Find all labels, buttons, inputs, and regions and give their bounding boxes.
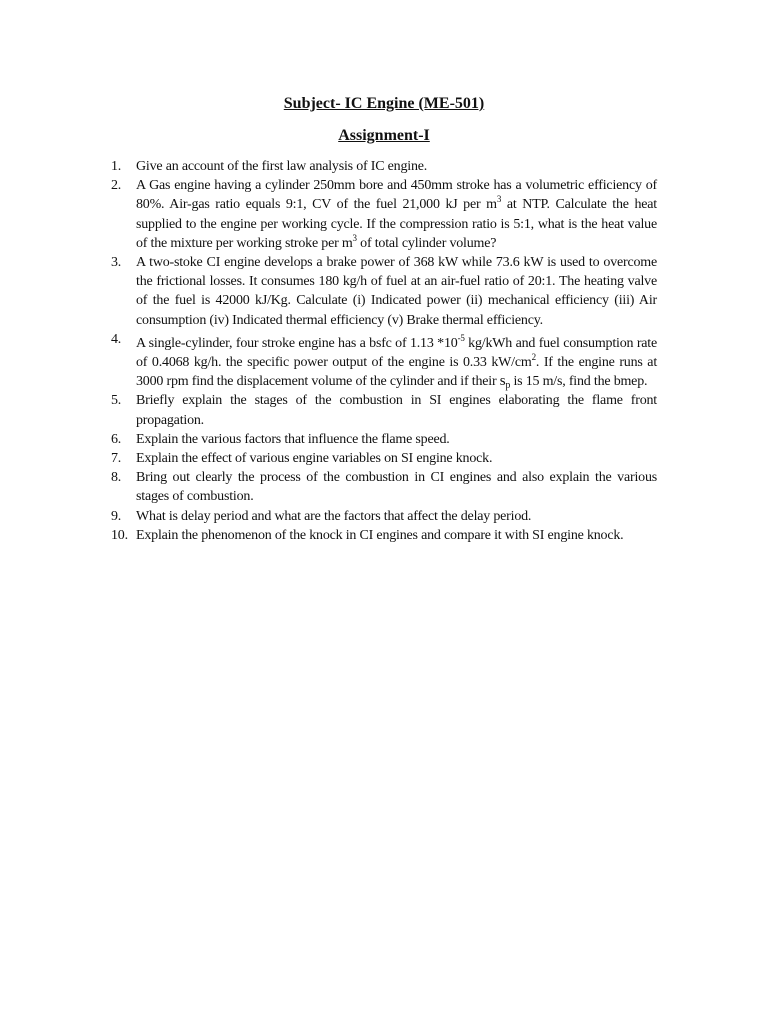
question-item [111,468,657,506]
question-number: 7. [111,451,122,467]
question-text: Bring out clearly the process of the combustion in CI engines and also explain the various stages of combustion. [136,470,657,505]
question-number: 9. [111,508,122,524]
question-text: Give an account of the first law analysis of IC engine. [136,159,428,174]
superscript: -5 [457,332,465,343]
question-number: 8. [111,470,122,486]
question-number: 6. [111,431,122,447]
question-number: 3. [111,255,122,271]
question-item [111,157,657,176]
question-text-segment: kg/kWh and fuel consumption rate of 0.4068 kg/h. the specific power output of the engine is 0.33 kW/cm [136,335,658,371]
question-item [111,526,657,545]
question-item [111,253,657,330]
subject-heading: Subject- IC Engine (ME-501) [283,95,485,112]
question-number: 5. [111,393,122,409]
question-text-segment: is 15 m/s, find the bmep. [510,374,648,390]
question-text-segment: of total cylinder volume? [356,235,497,251]
question-item [111,449,657,468]
question-number: 10. [111,527,128,543]
question-item [111,507,657,526]
superscript: 3 [352,232,357,243]
question-text-segment: at NTP. Calculate the heat supplied to the engine per working cycle. If the compression ratio is 5:1, what is the heat value of the mixture per working stroke per m [136,197,657,251]
question-text: Explain the various factors that influence the flame speed. [136,431,450,447]
question-text: What is delay period and what are the factors that affect the delay period. [136,508,532,524]
question-item [111,430,657,449]
assignment-heading: Assignment-I [338,127,430,144]
question-item [111,176,657,253]
question-item [111,330,657,392]
question-text: A two-stoke CI engine develops a brake power of 368 kW while 73.6 kW is used to overcome the frictional losses. It consumes 180 kg/h of fuel at an air-fuel ratio of 20:1. The heating valve of the fuel is 42000 kJ/Kg. Calculate (i) Indicated power (ii) mechanical efficiency (iii) Air consumption (iv) Indicated thermal efficiency (v) Brake thermal efficiency. [136,255,657,328]
superscript: 3 [496,194,502,205]
question-number: 2. [111,178,122,194]
question-text: Explain the phenomenon of the knock in CI engines and compare it with SI engine knock. [136,527,624,543]
question-number: 1. [111,159,122,174]
question-text: Explain the effect of various engine variables on SI engine knock. [136,451,493,467]
question-number: 4. [111,331,122,347]
question-text-segment: . If the engine runs at 3000 rpm find the displacement volume of the cylinder and if their [136,355,658,390]
question-text [136,178,657,251]
question-text [136,332,658,392]
superscript: 2 [531,352,536,363]
question-text-segment: A single-cylinder, four stroke engine has a bsfc of 1.13 *10 [136,335,458,351]
question-item [111,391,657,429]
question-text: Briefly explain the stages of the combustion in SI engines elaborating the flame front propagation. [136,393,657,428]
subscript: p [505,380,511,392]
piston-speed-symbol: s [499,373,506,390]
question-list [111,157,657,545]
question-text-segment: A Gas engine having a cylinder 250mm bore and 450mm stroke has a volumetric efficiency of 80%. Air-gas ratio equals 9:1, CV of the fuel 21,000 kJ per m [136,178,657,213]
